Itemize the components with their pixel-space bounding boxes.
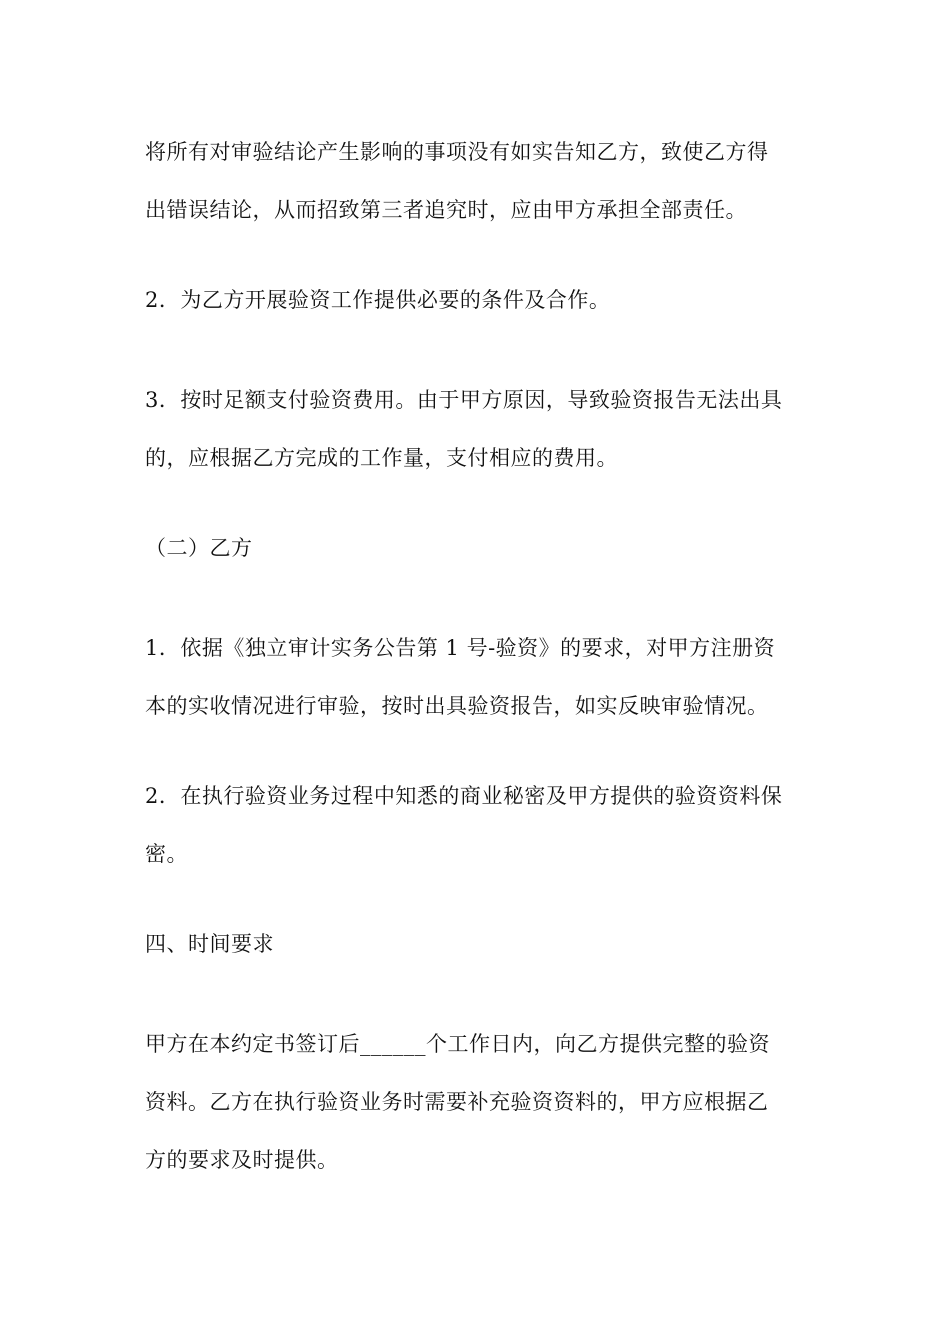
text-line: 四、时间要求: [145, 932, 274, 956]
section-heading-party-b: [145, 535, 815, 562]
text-line: 本的实收情况进行审验，按时出具验资报告，如实反映审验情况。: [145, 694, 769, 718]
text-line: 出错误结论，从而招致第三者追究时，应由甲方承担全部责任。: [145, 198, 747, 222]
text-line: 1．依据《独立审计实务公告第 1 号-验资》的要求，对甲方注册资: [145, 636, 776, 660]
paragraph-party-b-item-1: [145, 635, 815, 720]
text-line: 密。: [145, 842, 188, 866]
text-line: 资料。乙方在执行验资业务时需要补充验资资料的，甲方应根据乙: [145, 1090, 769, 1114]
text-line: 的，应根据乙方完成的工作量，支付相应的费用。: [145, 446, 618, 470]
section-heading-time-requirements: [145, 931, 815, 958]
paragraph-item-2: [145, 287, 815, 314]
text-line: 方的要求及时提供。: [145, 1148, 339, 1172]
paragraph-party-b-item-2: [145, 783, 815, 868]
text-line: 将所有对审验结论产生影响的事项没有如实告知乙方，致使乙方得: [145, 140, 769, 164]
paragraph-item-3: [145, 387, 815, 472]
paragraph-party-a-responsibility: [145, 139, 815, 224]
text-line: 甲方在本约定书签订后______个工作日内，向乙方提供完整的验资: [145, 1032, 770, 1056]
text-line: 2．为乙方开展验资工作提供必要的条件及合作。: [145, 288, 611, 312]
text-line: （二）乙方: [145, 536, 253, 560]
paragraph-time-requirements: [145, 1031, 815, 1174]
text-line: 3．按时足额支付验资费用。由于甲方原因，导致验资报告无法出具: [145, 388, 783, 412]
text-line: 2．在执行验资业务过程中知悉的商业秘密及甲方提供的验资资料保: [145, 784, 783, 808]
